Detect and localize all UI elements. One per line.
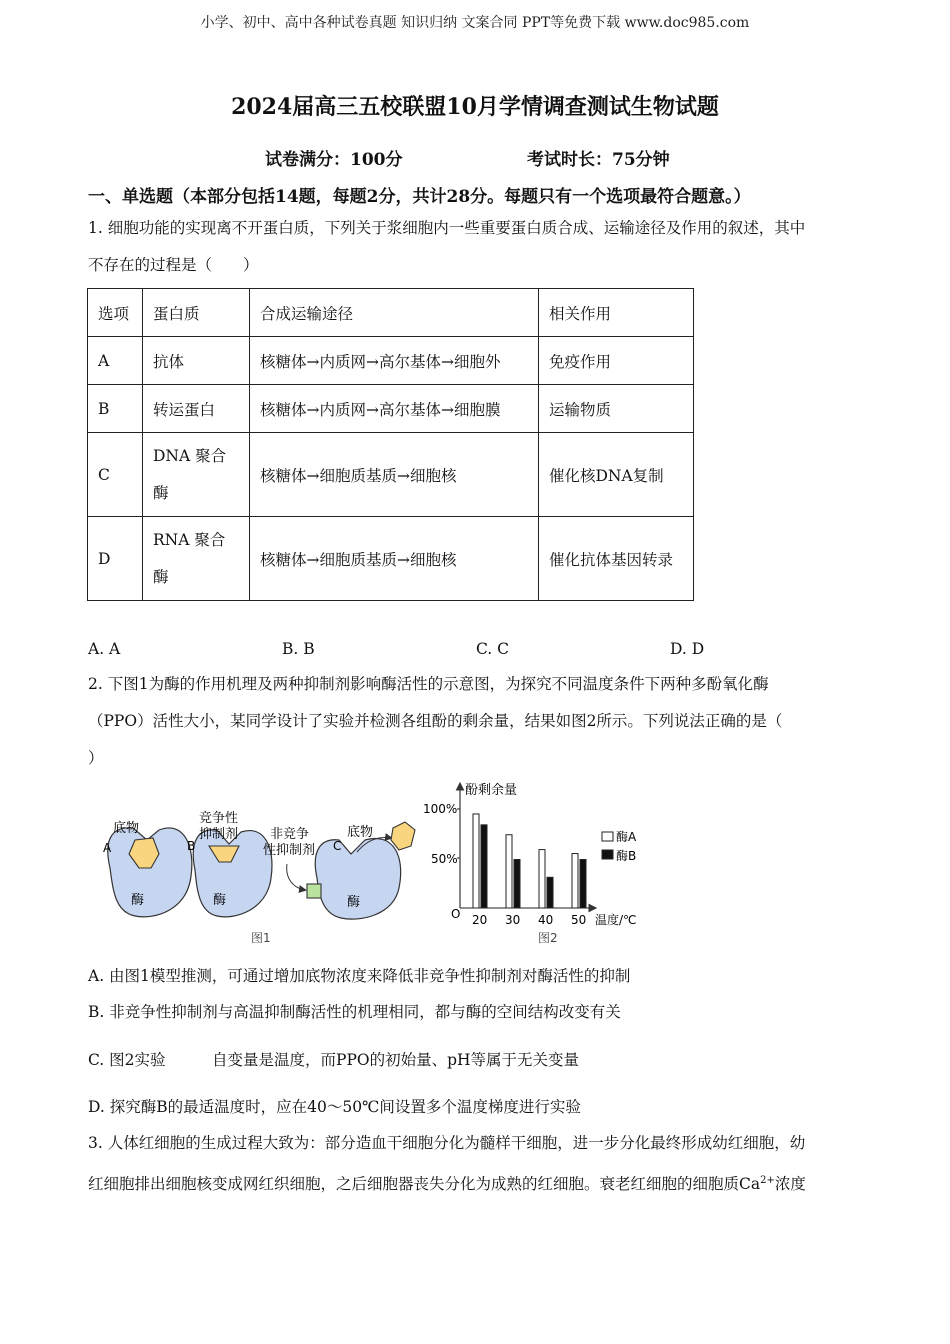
legend-label-b: 酶B (616, 849, 637, 863)
label-enzyme-b: 酶 (213, 893, 227, 908)
q3-text-a: 红细胞排出细胞核变成网红织细胞，之后细胞器丧失分化为成熟的红细胞。衰老红细胞的细胞质Ca (88, 1175, 761, 1194)
substrate-c-icon (391, 822, 415, 850)
option-cell: D (88, 517, 143, 601)
q1-stem-line1: 1. 细胞功能的实现离不开蛋白质，下列关于浆细胞内一些重要蛋白质合成、运输途径及作用的叙述，其中 (88, 219, 806, 237)
header-cell: 相关作用 (539, 289, 694, 337)
bar-b-40 (547, 877, 553, 908)
exam-duration: 考试时长：75分钟 (527, 150, 670, 170)
origin-label: O (451, 907, 461, 921)
x-tick-label: 20 (472, 913, 488, 927)
label-enzyme-a: 酶 (131, 893, 145, 908)
table-row (88, 517, 694, 601)
legend-swatch-a (602, 832, 613, 841)
protein-cell (143, 517, 250, 601)
fig2-caption: 图2 (538, 931, 558, 945)
q1-table-header-row (88, 289, 694, 337)
header-cell: 合成运输途径 (250, 289, 539, 337)
q2-option-b[interactable]: B. 非竞争性抑制剂与高温抑制酶活性的机理相同，都与酶的空间结构改变有关 (88, 1003, 621, 1021)
fig2-chart (423, 783, 637, 945)
q2-stem-line3: ） (88, 749, 104, 767)
fig1-diagram (103, 810, 415, 945)
q1-option-d[interactable]: D. D (670, 640, 705, 658)
label-substrate-a: 底物 (113, 821, 140, 836)
q3-stem-line1: 3. 人体红细胞的生成过程大致为：部分造血干细胞分化为髓样干细胞，进一步分化最终形成幼红细胞，幼 (88, 1134, 806, 1152)
inhibitor-arrow-icon (287, 864, 305, 890)
q2-option-c[interactable]: C. 图2实验 自变量是温度，而PPO的初始量、pH等属于无关变量 (88, 1051, 580, 1069)
table-row (88, 337, 694, 385)
q2-option-a[interactable]: A. 由图1模型推测，可通过增加底物浓度来降低非竞争性抑制剂对酶活性的抑制 (88, 967, 631, 985)
site-header: 小学、初中、高中各种试卷真题 知识归纳 文案合同 PPT等免费下载 www.doc985.com (200, 15, 750, 31)
table-row (88, 433, 694, 517)
legend-swatch-b (602, 850, 613, 859)
pathway-cell: 核糖体→内质网→高尔基体→细胞膜 (250, 385, 539, 433)
page-title: 2024届高三五校联盟10月学情调查测试生物试题 (231, 94, 719, 120)
x-axis-label: 温度/℃ (595, 913, 637, 927)
q1-option-a[interactable]: A. A (88, 640, 121, 658)
label-b: B (187, 839, 196, 853)
q2-stem-line2: （PPO）活性大小，某同学设计了实验并检测各组酚的剩余量，结果如图2所示。下列说法正确的是（ (88, 712, 783, 730)
protein-line: 酶 (153, 483, 169, 502)
bar-a-20 (473, 814, 479, 908)
y-axis-label: 酚剩余量 (465, 783, 518, 798)
header-cell: 蛋白质 (143, 289, 250, 337)
x-tick-label: 50 (571, 913, 587, 927)
legend-label-a: 酶A (616, 830, 637, 844)
q2-option-d[interactable]: D. 探究酶B的最适温度时，应在40～50℃间设置多个温度梯度进行实验 (88, 1098, 581, 1116)
function-cell: 催化抗体基因转录 (539, 517, 694, 601)
bar-a-50 (572, 854, 578, 908)
protein-cell (143, 433, 250, 517)
full-score: 试卷满分：100分 (265, 150, 403, 170)
q3-stem-line2 (88, 1162, 868, 1203)
q1-table (87, 288, 694, 601)
label-competitive-2: 抑制剂 (199, 827, 239, 842)
protein-line: 酶 (153, 567, 169, 586)
q3-text-b: 浓度 (774, 1175, 806, 1194)
bar-a-30 (506, 835, 512, 908)
q1-option-c[interactable]: C. C (476, 640, 510, 658)
function-cell: 免疫作用 (539, 337, 694, 385)
label-substrate-c: 底物 (347, 825, 374, 840)
pathway-cell: 核糖体→细胞质基质→细胞核 (250, 433, 539, 517)
x-tick-label: 40 (538, 913, 554, 927)
chart-x-ticks (472, 913, 586, 927)
q3-superscript: 2+ (760, 1175, 775, 1186)
q2-figures (95, 778, 655, 948)
label-competitive-1: 竞争性 (199, 811, 239, 826)
protein-cell: 转运蛋白 (143, 385, 250, 433)
section-heading: 一、单选题（本部分包括14题，每题2分，共计28分。每题只有一个选项最符合题意。） (88, 187, 751, 207)
q2-stem-line1: 2. 下图1为酶的作用机理及两种抑制剂影响酶活性的示意图，为探究不同温度条件下两种多酚氧化酶 (88, 675, 769, 693)
bar-b-50 (580, 859, 586, 908)
label-enzyme-c: 酶 (347, 895, 361, 910)
option-cell: A (88, 337, 143, 385)
bar-a-40 (539, 850, 545, 908)
y-tick-100: 100% (423, 802, 458, 816)
bar-b-30 (514, 859, 520, 908)
label-noncompetitive-2: 性抑制剂 (263, 843, 316, 858)
function-cell: 催化核DNA复制 (539, 433, 694, 517)
pathway-cell: 核糖体→细胞质基质→细胞核 (250, 517, 539, 601)
label-a: A (103, 841, 112, 855)
function-cell: 运输物质 (539, 385, 694, 433)
y-tick-50: 50% (431, 852, 458, 866)
protein-cell: 抗体 (143, 337, 250, 385)
x-tick-label: 30 (505, 913, 521, 927)
pathway-cell: 核糖体→内质网→高尔基体→细胞外 (250, 337, 539, 385)
option-cell: C (88, 433, 143, 517)
label-noncompetitive-1: 非竞争 (270, 827, 310, 842)
header-cell: 选项 (88, 289, 143, 337)
enzyme-b-shape (193, 830, 272, 917)
protein-line: DNA 聚合 (153, 446, 227, 465)
fig1-caption: 图1 (251, 931, 271, 945)
q1-option-b[interactable]: B. B (282, 640, 315, 658)
q1-stem-line2: 不存在的过程是（ ） (88, 256, 259, 274)
bar-b-20 (481, 825, 487, 908)
chart-bars (473, 814, 586, 908)
noncompetitive-inhibitor-icon (307, 884, 321, 898)
protein-line: RNA 聚合 (153, 530, 226, 549)
table-row (88, 385, 694, 433)
label-c: C (333, 839, 342, 853)
option-cell: B (88, 385, 143, 433)
